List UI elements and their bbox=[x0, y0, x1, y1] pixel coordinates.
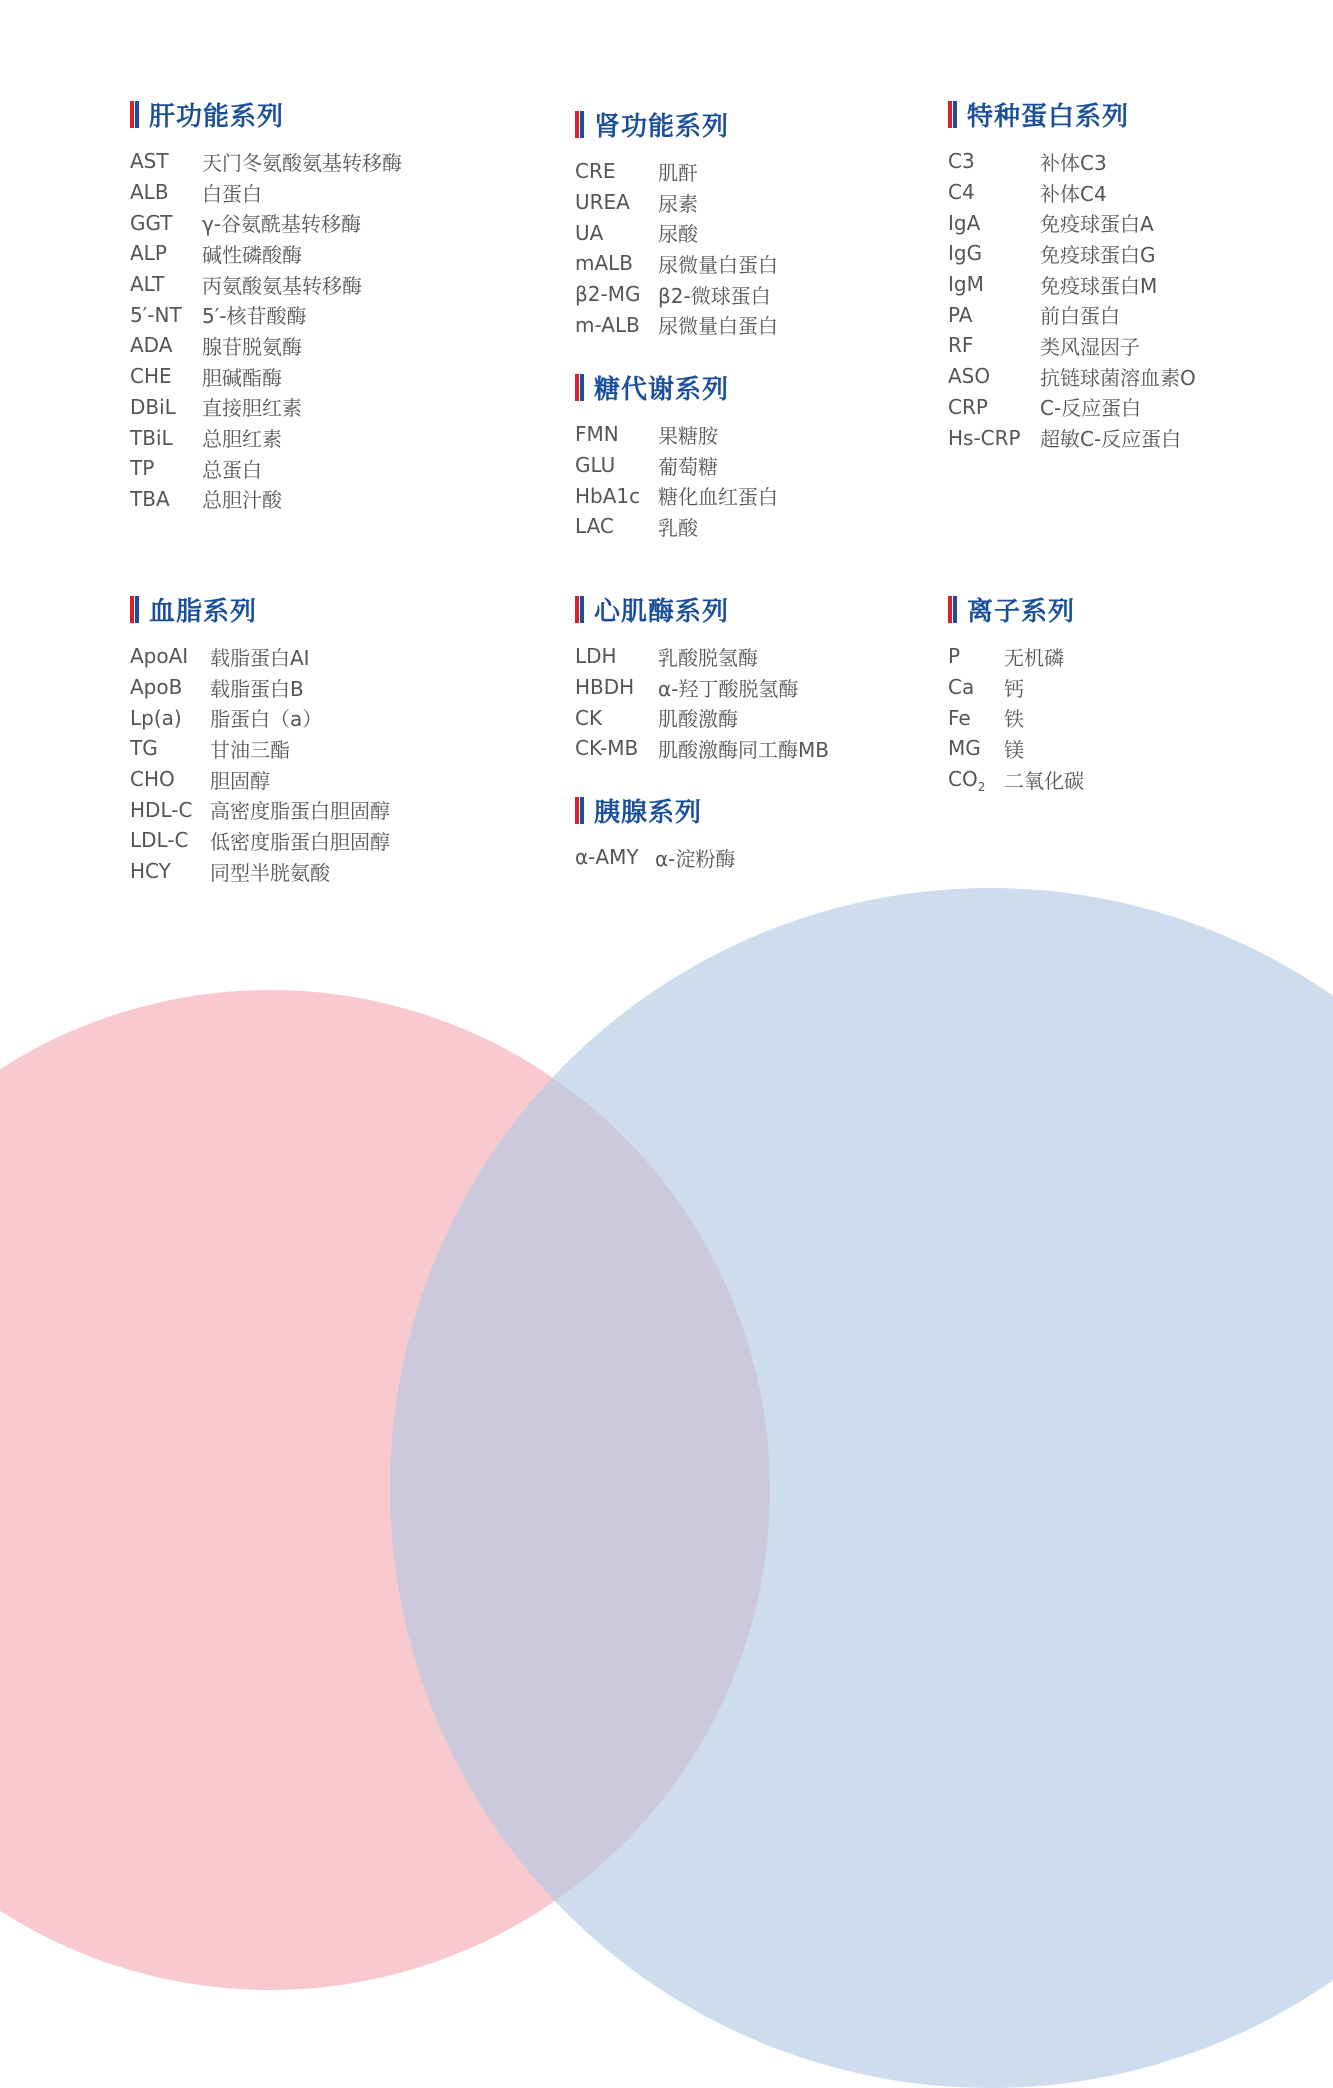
section-marker-icon bbox=[130, 101, 139, 128]
item-code: CRP bbox=[948, 394, 988, 419]
list-item bbox=[130, 361, 402, 392]
item-name: 镁 bbox=[1004, 737, 1024, 762]
item-code: CRE bbox=[575, 159, 616, 184]
item-code: CHO bbox=[130, 767, 175, 792]
section-title-text: 胰腺系列 bbox=[594, 797, 703, 828]
section-title-text: 特种蛋白系列 bbox=[967, 101, 1130, 132]
list-item bbox=[575, 419, 778, 450]
item-name: 铁 bbox=[1004, 707, 1024, 732]
item-code: TG bbox=[130, 736, 158, 761]
item-name: 乳酸 bbox=[658, 515, 698, 540]
list-item bbox=[130, 794, 390, 825]
item-code-base: CO bbox=[948, 767, 978, 792]
list-item bbox=[130, 453, 402, 484]
list-item-co2 bbox=[948, 764, 1084, 795]
item-code: UREA bbox=[575, 190, 630, 215]
list-item bbox=[575, 187, 778, 218]
item-name: 尿素 bbox=[658, 191, 698, 216]
section-title bbox=[948, 99, 1196, 132]
section-title bbox=[575, 594, 829, 627]
item-code bbox=[948, 767, 1004, 795]
item-name: 补体C3 bbox=[1040, 150, 1107, 175]
section-title bbox=[130, 594, 390, 627]
list-item bbox=[130, 672, 390, 703]
item-code: CK-MB bbox=[575, 736, 639, 761]
item-name: 前白蛋白 bbox=[1040, 304, 1120, 329]
list-item bbox=[575, 480, 778, 511]
item-name: 尿酸 bbox=[658, 222, 698, 247]
item-name: 高密度脂蛋白胆固醇 bbox=[210, 799, 390, 824]
section-lipid bbox=[130, 594, 390, 887]
section-title-text: 血脂系列 bbox=[149, 596, 258, 627]
item-code: LDH bbox=[575, 644, 617, 669]
section-title bbox=[948, 594, 1084, 627]
item-name: α-淀粉酶 bbox=[655, 846, 736, 871]
list-item bbox=[130, 702, 390, 733]
section-marker-icon bbox=[948, 596, 957, 623]
item-list bbox=[575, 156, 778, 340]
item-list bbox=[575, 641, 829, 764]
list-item bbox=[130, 641, 390, 672]
item-code: α-AMY bbox=[575, 845, 639, 870]
list-item bbox=[575, 309, 778, 340]
item-code: C4 bbox=[948, 180, 975, 205]
item-code: IgA bbox=[948, 210, 981, 235]
item-name: 尿微量白蛋白 bbox=[658, 252, 778, 277]
item-code: UA bbox=[575, 220, 604, 245]
list-item bbox=[948, 361, 1196, 392]
list-item bbox=[948, 330, 1196, 361]
item-name: 钙 bbox=[1004, 676, 1024, 701]
section-cardiac bbox=[575, 594, 829, 764]
item-name: 丙氨酸氨基转移酶 bbox=[202, 273, 362, 298]
section-marker-icon bbox=[575, 111, 584, 138]
item-code: C3 bbox=[948, 149, 975, 174]
item-name: γ-谷氨酰基转移酶 bbox=[202, 212, 362, 237]
list-item bbox=[130, 330, 402, 361]
list-item bbox=[130, 484, 402, 515]
section-title-text: 心肌酶系列 bbox=[594, 596, 730, 627]
item-name: 乳酸脱氢酶 bbox=[658, 645, 758, 670]
section-marker-icon bbox=[575, 797, 584, 824]
item-name: 载脂蛋白B bbox=[210, 676, 304, 701]
list-item bbox=[130, 299, 402, 330]
list-item bbox=[948, 422, 1196, 453]
item-code: mALB bbox=[575, 251, 634, 276]
item-name: α-羟丁酸脱氢酶 bbox=[658, 676, 799, 701]
list-item bbox=[130, 422, 402, 453]
item-code: ALP bbox=[130, 241, 167, 266]
item-name: 果糖胺 bbox=[658, 423, 718, 448]
section-title-text: 离子系列 bbox=[967, 596, 1076, 627]
item-code: 5′-NT bbox=[130, 302, 182, 327]
item-code: CK bbox=[575, 705, 603, 730]
item-name: 肌酐 bbox=[658, 160, 698, 185]
list-item bbox=[948, 392, 1196, 423]
list-item bbox=[948, 641, 1084, 672]
item-code: RF bbox=[948, 333, 974, 358]
list-item bbox=[575, 248, 778, 279]
item-name: 肌酸激酶同工酶MB bbox=[658, 737, 829, 762]
list-item bbox=[130, 207, 402, 238]
item-code: ADA bbox=[130, 333, 173, 358]
item-name: 低密度脂蛋白胆固醇 bbox=[210, 829, 390, 854]
list-item bbox=[948, 269, 1196, 300]
list-item bbox=[575, 733, 829, 764]
item-code: FMN bbox=[575, 422, 619, 447]
list-item bbox=[948, 672, 1084, 703]
item-code: ApoB bbox=[130, 675, 183, 700]
list-item bbox=[575, 702, 829, 733]
item-code: CHE bbox=[130, 364, 172, 389]
item-code: ALB bbox=[130, 180, 169, 205]
list-item bbox=[575, 511, 778, 542]
item-list bbox=[575, 419, 778, 542]
item-name: 无机磷 bbox=[1004, 645, 1064, 670]
list-item bbox=[130, 146, 402, 177]
item-code-subscript: 2 bbox=[977, 780, 986, 795]
section-title-text: 糖代谢系列 bbox=[594, 374, 730, 405]
item-name: 载脂蛋白AI bbox=[210, 645, 310, 670]
list-item bbox=[575, 156, 778, 187]
section-marker-icon bbox=[948, 101, 957, 128]
item-code: ALT bbox=[130, 272, 165, 297]
list-item bbox=[130, 825, 390, 856]
item-name: 同型半胱氨酸 bbox=[210, 860, 330, 885]
item-code: DBiL bbox=[130, 394, 176, 419]
item-name: 白蛋白 bbox=[202, 181, 262, 206]
list-item bbox=[948, 238, 1196, 269]
item-list bbox=[948, 146, 1196, 453]
item-name: C-反应蛋白 bbox=[1040, 396, 1142, 421]
item-name: 总胆红素 bbox=[202, 427, 282, 452]
item-code: IgG bbox=[948, 241, 983, 266]
list-item bbox=[130, 764, 390, 795]
section-marker-icon bbox=[575, 596, 584, 623]
item-name: 二氧化碳 bbox=[1004, 768, 1084, 793]
section-liver bbox=[130, 99, 402, 514]
item-name: 免疫球蛋白A bbox=[1040, 212, 1154, 237]
item-name: 肌酸激酶 bbox=[658, 707, 738, 732]
item-name: 免疫球蛋白M bbox=[1040, 273, 1158, 298]
item-code: HDL-C bbox=[130, 797, 193, 822]
item-code: Fe bbox=[948, 705, 971, 730]
section-glucose bbox=[575, 372, 778, 542]
section-title bbox=[575, 109, 778, 142]
section-pancreas bbox=[575, 795, 735, 873]
item-code: LAC bbox=[575, 514, 614, 539]
item-code: HCY bbox=[130, 859, 171, 884]
section-title bbox=[575, 795, 735, 828]
item-list bbox=[948, 641, 1084, 794]
item-code: ApoAI bbox=[130, 644, 189, 669]
item-code: Lp(a) bbox=[130, 705, 182, 730]
item-name: 类风湿因子 bbox=[1040, 334, 1140, 359]
list-item bbox=[948, 207, 1196, 238]
section-title bbox=[130, 99, 402, 132]
item-code: GLU bbox=[575, 453, 616, 478]
section-special-protein bbox=[948, 99, 1196, 453]
list-item bbox=[575, 842, 735, 873]
item-code: m-ALB bbox=[575, 312, 640, 337]
item-name: 直接胆红素 bbox=[202, 396, 302, 421]
list-item bbox=[130, 269, 402, 300]
section-ion bbox=[948, 594, 1084, 794]
item-name: β2-微球蛋白 bbox=[658, 283, 771, 308]
item-code: TBA bbox=[130, 486, 170, 511]
item-name: 葡萄糖 bbox=[658, 454, 718, 479]
item-list bbox=[130, 146, 402, 514]
item-list bbox=[130, 641, 390, 887]
list-item bbox=[575, 672, 829, 703]
item-code: IgM bbox=[948, 272, 984, 297]
item-code: AST bbox=[130, 149, 169, 174]
list-item bbox=[575, 641, 829, 672]
item-name: 腺苷脱氨酶 bbox=[202, 334, 302, 359]
section-title-text: 肾功能系列 bbox=[594, 111, 730, 142]
item-code: MG bbox=[948, 736, 981, 761]
item-name: 抗链球菌溶血素O bbox=[1040, 365, 1196, 390]
item-name: 补体C4 bbox=[1040, 181, 1107, 206]
list-item bbox=[130, 177, 402, 208]
item-name: 碱性磷酸酶 bbox=[202, 242, 302, 267]
list-item bbox=[948, 702, 1084, 733]
list-item bbox=[948, 299, 1196, 330]
list-item bbox=[948, 177, 1196, 208]
list-item bbox=[130, 238, 402, 269]
item-code: GGT bbox=[130, 210, 173, 235]
list-item bbox=[948, 733, 1084, 764]
item-name: 天门冬氨酸氨基转移酶 bbox=[202, 150, 402, 175]
list-item bbox=[575, 279, 778, 310]
item-name: 总蛋白 bbox=[202, 457, 262, 482]
list-item bbox=[130, 392, 402, 423]
item-name: 尿微量白蛋白 bbox=[658, 314, 778, 339]
section-title-text: 肝功能系列 bbox=[149, 101, 285, 132]
item-code: TBiL bbox=[130, 425, 173, 450]
item-code: β2-MG bbox=[575, 282, 641, 307]
section-marker-icon bbox=[575, 374, 584, 401]
section-title bbox=[575, 372, 778, 405]
item-name: 总胆汁酸 bbox=[202, 488, 282, 513]
list-item bbox=[130, 733, 390, 764]
item-code: ASO bbox=[948, 364, 991, 389]
list-item bbox=[575, 450, 778, 481]
item-code: HbA1c bbox=[575, 483, 641, 508]
item-code: TP bbox=[130, 456, 155, 481]
item-name: 糖化血红蛋白 bbox=[658, 485, 778, 510]
list-item bbox=[575, 217, 778, 248]
item-code: PA bbox=[948, 302, 973, 327]
item-name: 甘油三酯 bbox=[210, 737, 290, 762]
item-code: Hs-CRP bbox=[948, 425, 1021, 450]
item-code: Ca bbox=[948, 675, 975, 700]
item-name: 胆固醇 bbox=[210, 768, 270, 793]
list-item bbox=[130, 856, 390, 887]
item-name: 免疫球蛋白G bbox=[1040, 242, 1156, 267]
item-name: 5′-核苷酸酶 bbox=[202, 304, 307, 329]
item-name: 脂蛋白（a） bbox=[210, 707, 323, 732]
item-code: HBDH bbox=[575, 675, 635, 700]
section-kidney bbox=[575, 109, 778, 340]
item-list bbox=[575, 842, 735, 873]
item-name: 超敏C-反应蛋白 bbox=[1040, 427, 1182, 452]
section-marker-icon bbox=[130, 596, 139, 623]
item-code: P bbox=[948, 644, 961, 669]
list-item bbox=[948, 146, 1196, 177]
item-name: 胆碱酯酶 bbox=[202, 365, 282, 390]
item-code: LDL-C bbox=[130, 828, 189, 853]
